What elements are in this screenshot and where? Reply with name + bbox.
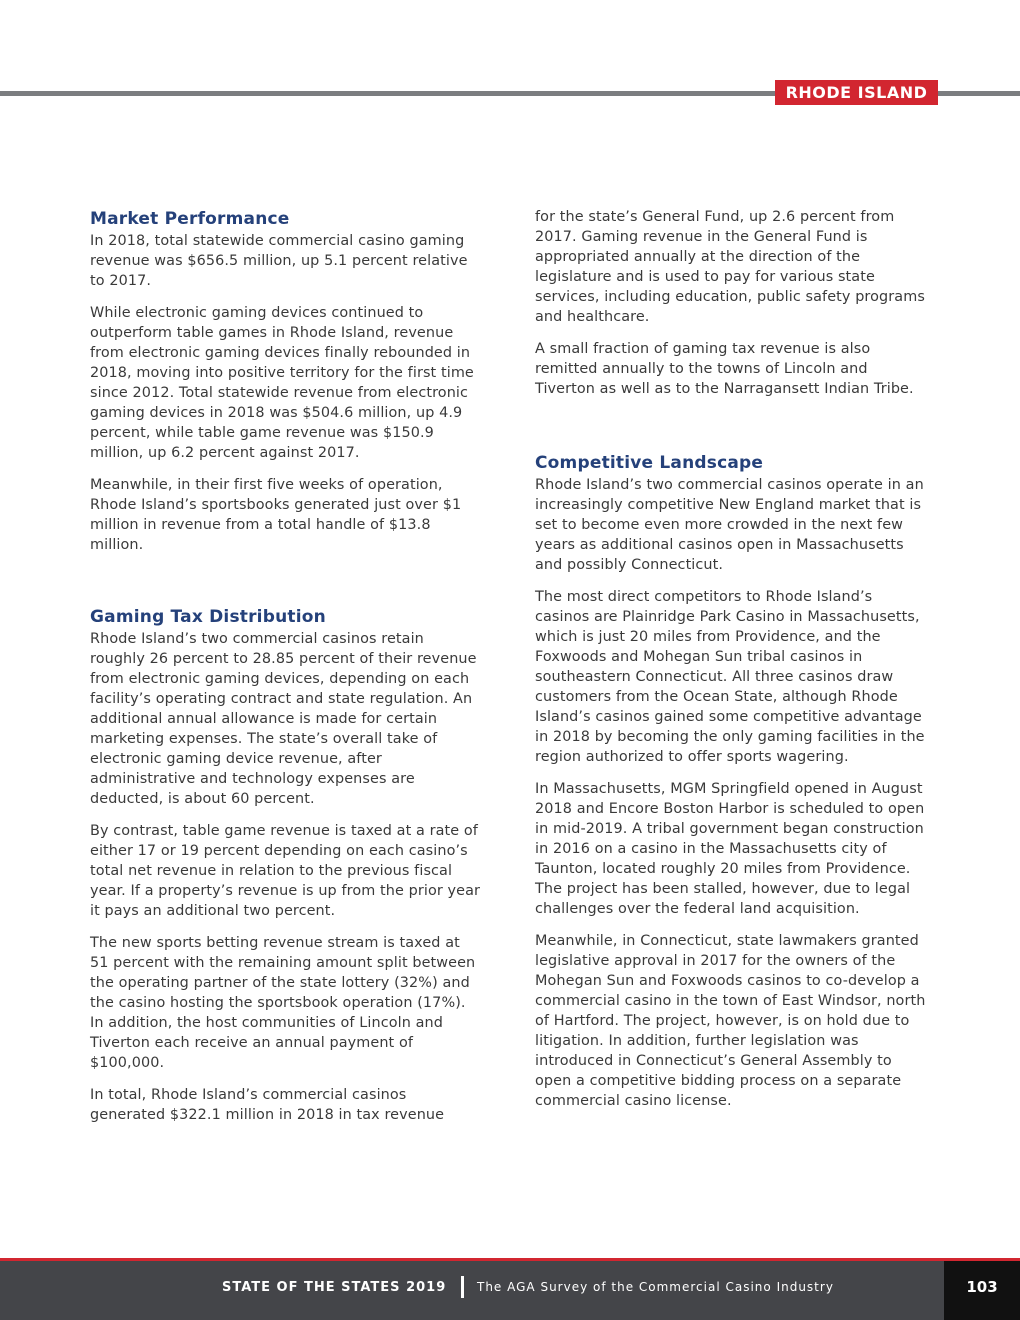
paragraph: Meanwhile, in Connecticut, state lawmakers granted legislative approval in 2017 for the owners of the Mohegan Sun and Foxwoods casinos to co-develop a commercial casino in the town of East Windsor, north of Hartford. The project, however, is on hold due to litigation. In addition, further legislation was introduced in Connecticut’s General Assembly to open a competitive bidding process on a separate commercial casino license. — [535, 933, 926, 1109]
state-tab: RHODE ISLAND — [775, 80, 938, 105]
section-spacer — [90, 567, 482, 605]
paragraph: A small fraction of gaming tax revenue is also remitted annually to the towns of Lincoln and Tiverton as well as to the Narragansett Indian Tribe. — [535, 341, 914, 397]
page-number: 103 — [944, 1261, 1020, 1320]
paragraph: Meanwhile, in their first five weeks of operation, Rhode Island’s sportsbooks generated just over $1 million in revenue from a total handle of $13.8 million. — [90, 477, 462, 553]
paragraph: By contrast, table game revenue is taxed at a rate of either 17 or 19 percent depending on each casino’s total net revenue in relation to the previous fiscal year. If a property’s revenue is up from the prior year it pays an additional two percent. — [90, 823, 481, 919]
competitive-landscape-heading: Competitive Landscape — [535, 453, 764, 473]
paragraph: In Massachusetts, MGM Springfield opened in August 2018 and Encore Boston Harbor is scheduled to open in mid-2019. A tribal government began construction in 2016 on a casino in the Massachusetts city of Taunton, located roughly 20 miles from Providence. The project has been stalled, however, due to legal challenges over the federal land acquisition. — [535, 781, 925, 917]
paragraph: In 2018, total statewide commercial casino gaming revenue was $656.5 million, up 5.1 percent relative to 2017. — [90, 233, 468, 289]
section-spacer — [535, 411, 927, 451]
right-column — [535, 207, 927, 1123]
paragraph: for the state’s General Fund, up 2.6 percent from 2017. Gaming revenue in the General Fund is appropriated annually at the direction of the legislature and is used to pay for various state services, including education, public safety programs and healthcare. — [535, 209, 925, 325]
footer-divider — [461, 1276, 464, 1298]
footer — [0, 1261, 1020, 1320]
left-column — [90, 207, 482, 1137]
paragraph: Rhode Island’s two commercial casinos operate in an increasingly competitive New England market that is set to become even more crowded in the next few years as additional casinos open in Massachusetts and possibly Connecticut. — [535, 477, 924, 573]
footer-title: STATE OF THE STATES 2019 — [222, 1280, 447, 1295]
paragraph: Rhode Island’s two commercial casinos retain roughly 26 percent to 28.85 percent of their revenue from electronic gaming devices, depending on each facility’s operating contract and state regulation. An additional annual allowance is made for certain marketing expenses. The state’s overall take of electronic gaming device revenue, after administrative and technology expenses are deducted, is about 60 percent. — [90, 631, 477, 807]
footer-subtitle: The AGA Survey of the Commercial Casino Industry — [477, 1280, 834, 1294]
paragraph: In total, Rhode Island’s commercial casinos generated $322.1 million in 2018 in tax revenue — [90, 1087, 445, 1123]
paragraph: While electronic gaming devices continued to outperform table games in Rhode Island, revenue from electronic gaming devices finally rebounded in 2018, moving into positive territory for the first time since 2012. Total statewide revenue from electronic gaming devices in 2018 was $504.6 million, up 4.9 percent, while table game revenue was $150.9 million, up 6.2 percent against 2017. — [90, 305, 474, 461]
paragraph: The new sports betting revenue stream is taxed at 51 percent with the remaining amount split between the operating partner of the state lottery (32%) and the casino hosting the sportsbook operation (17%). In addition, the host communities of Lincoln and Tiverton each receive an annual payment of $100,000. — [90, 935, 476, 1071]
gaming-tax-heading: Gaming Tax Distribution — [90, 607, 326, 627]
paragraph: The most direct competitors to Rhode Island’s casinos are Plainridge Park Casino in Massachusetts, which is just 20 miles from Providence, and the Foxwoods and Mohegan Sun tribal casinos in southeastern Connecticut. All three casinos draw customers from the Ocean State, although Rhode Island’s casinos gained some competitive advantage in 2018 by becoming the only gaming facilities in the region authorized to offer sports wagering. — [535, 589, 925, 765]
market-performance-heading: Market Performance — [90, 209, 290, 229]
